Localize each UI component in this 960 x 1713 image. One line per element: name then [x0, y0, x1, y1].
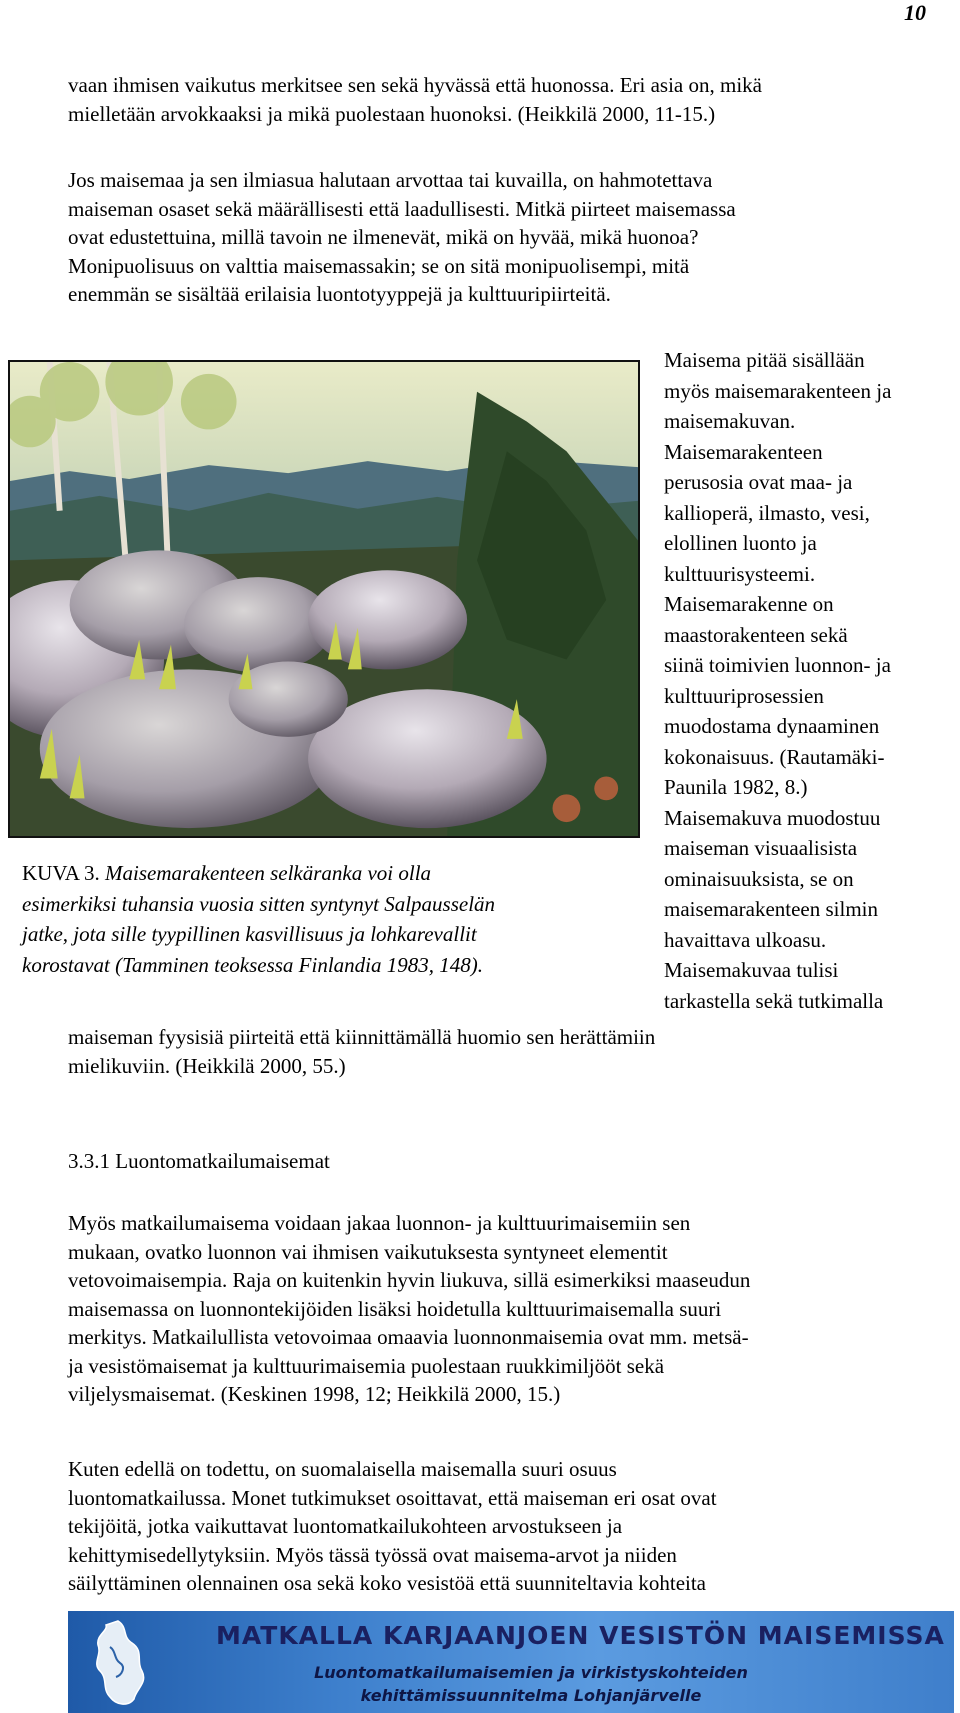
text-line: Kuten edellä on todettu, on suomalaisella maisemalla suuri osuus	[68, 1457, 617, 1481]
text-line: ominaisuuksista, se on	[664, 866, 854, 891]
caption-line: esimerkiksi tuhansia vuosia sitten syntynyt Salpausselän	[22, 891, 496, 916]
landscape-photo	[8, 360, 640, 838]
text-line: mukaan, ovatko luonnon vai ihmisen vaikutuksesta syntyneet elementit	[68, 1239, 668, 1264]
text-line: elollinen luonto ja	[664, 531, 817, 555]
text-line: tekijöitä, jotka vaikuttavat luontomatkailukohteen arvostukseen ja	[68, 1514, 623, 1538]
paragraph-5	[68, 1455, 717, 1598]
text-line: Monipuolisuus on valttia maisemassakin; se on sitä monipuolisempi, mitä	[68, 253, 690, 278]
text-line: maiseman osaset sekä määrällisesti että laadullisesti. Mitkä piirteet maisemassa	[68, 196, 736, 221]
page-number: 10	[904, 0, 926, 25]
text-line: myös maisemarakenteen ja	[664, 378, 892, 403]
text-line: kulttuurisysteemi.	[664, 561, 816, 586]
text-line: vetovoimaisempia. Raja on kuitenkin hyvin liukuva, sillä esimerkiksi maaseudun	[68, 1268, 751, 1292]
caption-line: korostavat (Tamminen teoksessa Finlandia 1983, 148).	[22, 952, 483, 977]
text-line: Paunila 1982, 8.)	[664, 775, 808, 799]
banner-subtitle: kehittämissuunnitelma Lohjanjärvelle	[360, 1686, 702, 1705]
text-line: ovat edustettuina, millä tavoin ne ilmenevät, mikä on hyvää, mikä huonoa?	[68, 225, 699, 249]
text-line: vaan ihmisen vaikutus merkitsee sen sekä hyvässä että huonossa. Eri asia on, mikä	[68, 73, 762, 97]
text-line: enemmän se sisältää erilaisia luontotyyppejä ja kulttuuripiirteitä.	[68, 282, 611, 306]
footer-banner	[68, 1611, 954, 1713]
text-line: kokonaisuus. (Rautamäki-	[664, 744, 885, 769]
text-line: maisemassa on luonnontekijöiden lisäksi hoidetulla kulttuurimaisemalla suuri	[68, 1296, 722, 1321]
figure-caption	[22, 858, 495, 980]
paragraph-1	[68, 71, 762, 128]
text-line: perusosia ovat maa- ja	[664, 470, 853, 494]
text-line: tarkastella sekä tutkimalla	[664, 988, 884, 1013]
text-line: merkitys. Matkailullista vetovoimaa omaavia luonnonmaisemia ovat mm. metsä-	[68, 1325, 749, 1349]
text-line: kallioperä, ilmasto, vesi,	[664, 500, 870, 525]
text-line: siinä toimivien luonnon- ja	[664, 653, 891, 677]
text-line: muodostama dynaaminen	[664, 714, 880, 738]
paragraph-2	[68, 166, 736, 309]
text-line: kehittymisedellytyksiin. Myös tässä työssä ovat maisema-arvot ja niiden	[68, 1542, 677, 1567]
text-line: säilyttäminen olennainen osa sekä koko vesistöä että suunniteltavia kohteita	[68, 1571, 706, 1595]
text-line: Jos maisemaa ja sen ilmiasua halutaan arvottaa tai kuvailla, on hahmotettava	[68, 168, 713, 192]
text-line: Maisema pitää sisällään	[664, 348, 865, 372]
text-line: Maisemakuvaa tulisi	[664, 958, 839, 982]
caption-label: KUVA 3.	[22, 861, 100, 885]
text-line: maisemakuvan.	[664, 409, 796, 433]
text-line: maisemarakenteen silmin	[664, 897, 879, 921]
text-line: maiseman visuaalisista	[664, 836, 858, 860]
banner-subtitle: Luontomatkailumaisemien ja virkistyskohteiden	[314, 1663, 748, 1682]
banner-title: MATKALLA KARJAANJOEN VESISTÖN MAISEMISSA	[216, 1621, 945, 1650]
text-line: Myös matkailumaisema voidaan jakaa luonnon- ja kulttuurimaisemiin sen	[68, 1211, 691, 1235]
text-line: maastorakenteen sekä	[664, 622, 848, 647]
text-line: Maisemarakenne on	[664, 592, 834, 616]
paragraph-3	[68, 1023, 655, 1080]
text-line: luontomatkailussa. Monet tutkimukset osoittavat, että maiseman eri osat ovat	[68, 1485, 717, 1510]
text-line: maiseman fyysisiä piirteitä että kiinnittämällä huomio sen herättämiin	[68, 1025, 656, 1049]
section-heading: 3.3.1 Luontomatkailumaisemat	[68, 1149, 330, 1173]
text-line: mielletään arvokkaaksi ja mikä puolestaan huonoksi. (Heikkilä 2000, 11-15.)	[68, 101, 716, 126]
text-line: ja vesistömaisemat ja kulttuurimaisemia puolestaan ruukkimiljööt sekä	[68, 1353, 665, 1378]
side-column-text	[664, 345, 891, 1016]
caption-text: Maisemarakenteen selkäranka voi olla	[105, 861, 432, 885]
text-line: havaittava ulkoasu.	[664, 927, 827, 952]
text-line: Maisemarakenteen	[664, 439, 823, 464]
text-line: viljelysmaisemat. (Keskinen 1998, 12; Heikkilä 2000, 15.)	[68, 1382, 561, 1406]
text-line: Maisemakuva muodostuu	[664, 805, 881, 830]
caption-line: jatke, jota sille tyypillinen kasvillisuus ja lohkarevallit	[22, 922, 477, 946]
paragraph-4	[68, 1209, 750, 1409]
text-line: mielikuviin. (Heikkilä 2000, 55.)	[68, 1053, 346, 1078]
caption-line	[22, 858, 495, 889]
text-line: kulttuuriprosessien	[664, 683, 824, 708]
